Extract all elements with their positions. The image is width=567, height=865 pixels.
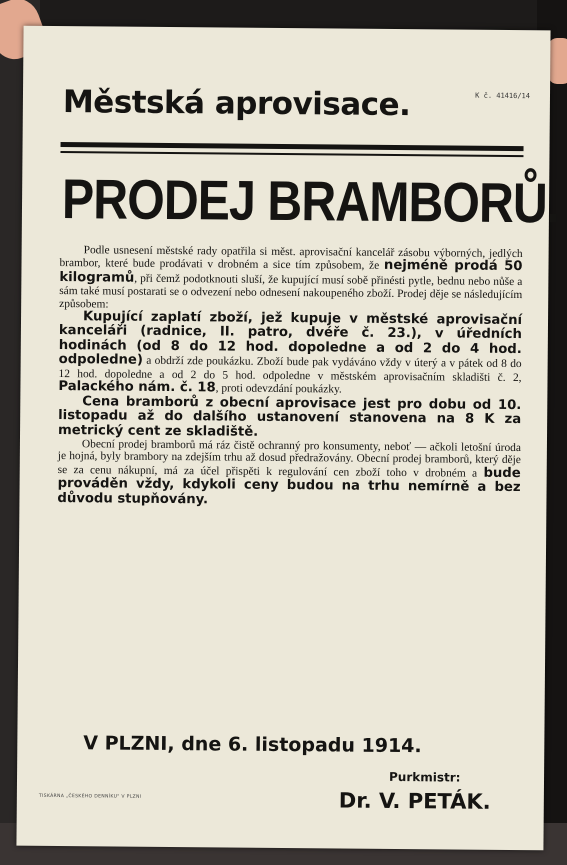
paragraph-1 <box>59 244 523 314</box>
poster-title: Městská aprovisace. <box>62 84 411 124</box>
mayor-label: Purkmistr: <box>388 769 461 785</box>
poster-body <box>57 244 522 510</box>
poster <box>16 26 560 851</box>
p2-address: Palackého nám. č. 18 <box>58 379 216 396</box>
poster-headline: PRODEJ BRAMBORŮ. <box>61 167 560 235</box>
reference-number: K č. 41416/14 <box>475 91 531 101</box>
p1-bold: nejméně prodá 50 kilogramů <box>59 258 523 286</box>
printer-imprint: TISKÁRNA „ČESKÉHO DENNÍKU" V PLZNI <box>38 793 142 800</box>
p2-text: a obdrží zde poukázku. Zboží bude pak vydáváno vždy v úterý a v pátek od 8 do 12 hod. dopoledne a od 2 do 5 hod. odpoledne v městském aprovisačním skladišti č. 2, <box>58 355 522 384</box>
p4-text: Obecní prodej bramborů má ráz čistě ochranný pro konsumenty, neboť — ačkoli letošní úroda je hojná, byly brambory na zdejším trhu až dosud předražovány. Obecní prodej bramborů, který děje se za cenu nákupní, má za účel přispěti k regulování cen zboží toho v drobném a <box>57 438 521 480</box>
title-rule-thin <box>60 151 523 157</box>
p4-bold: bude prováděn vždy, kdykoli ceny budou na trhu nemírně a bez důvodu stupňovány. <box>57 465 521 508</box>
date-line: V PLZNI, dne 6. listopadu 1914. <box>83 732 422 758</box>
p1-text-end: , při čemž podotknouti sluší, že kupující musí sobě přinésti pytle, bednu nebo nůše a sám také musí postarati se o odvezení nebo odnesení nakoupeného zboží. Prodej děje se následujícím způsobem: <box>59 272 523 311</box>
paragraph-2 <box>58 310 522 399</box>
p1-text: Podle usnesení městské rady opatřila si měst. aprovisační kancelář zásobu výborných, jedlých brambor, které bude prodávati v drobném a sice tím způsobem, že <box>59 244 523 273</box>
title-rule-thick <box>61 142 524 151</box>
p2-bold: Kupující zaplatí zboží, jež kupuje v městské aprovisační kanceláři (radnice, II. patro, dvéře č. 23.), v úředních hodinách (od 8 do 12 hod. dopoledne a od 2 do 4 hod. odpoledne) <box>58 309 523 369</box>
paragraph-4 <box>57 438 521 510</box>
p2-text-end: , proti odevzdání poukázky. <box>215 382 342 396</box>
paragraph-3: Cena bramborů z obecní aprovisace jest pro dobu od 10. listopadu až do dalšího ustanovení stanovena na 8 K za metrický cent ze skladiště. <box>57 393 522 440</box>
mayor-signature: Dr. V. PETÁK. <box>338 788 491 814</box>
